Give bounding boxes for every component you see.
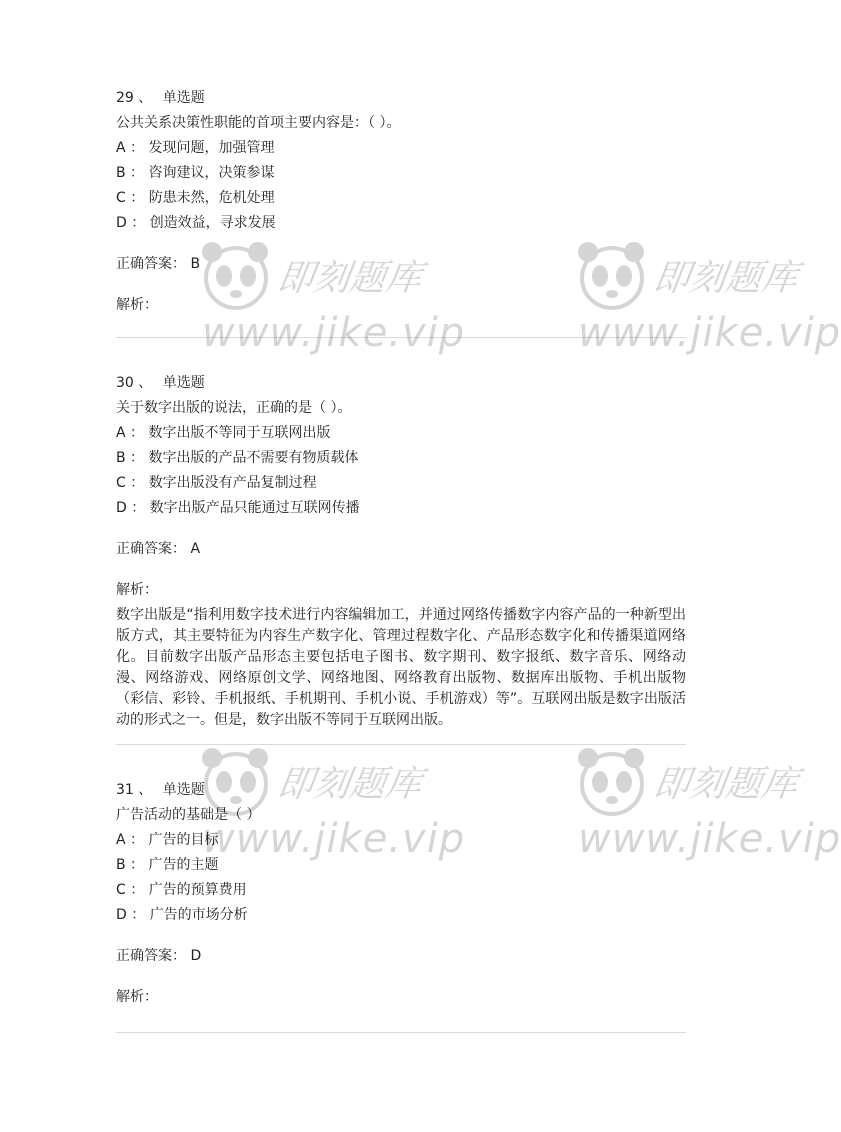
analysis-label: 解析： [116,582,158,598]
question-divider [116,337,686,338]
answer-label: 正确答案： [116,948,186,964]
question-header [116,371,686,396]
answer-label: 正确答案： [116,256,186,272]
option-text: 防患未然，危机处理 [148,190,275,206]
option-c: C ： 防患未然，危机处理 [116,190,275,206]
question-divider [116,1032,686,1033]
option-a: A ： 数字出版不等同于互联网出版 [116,425,331,441]
question-separator: 、 [138,375,153,391]
correct-answer [116,537,686,562]
option-letter: D [116,500,127,516]
option-letter: B [116,165,126,181]
analysis-label: 解析： [116,989,158,1005]
option-letter: A [116,425,126,441]
option-letter: A [116,140,126,156]
option-text: 广告的预算费用 [148,882,247,898]
option-b: B ： 广告的主题 [116,857,219,873]
option-letter: D [116,215,127,231]
question-type: 单选题 [162,782,205,798]
option-letter: B [116,450,126,466]
answer-value: A [190,541,201,557]
question-stem: 公共关系决策性职能的首项主要内容是：（ ）。 [116,115,401,131]
option-c: C ： 数字出版没有产品复制过程 [116,475,317,491]
question-type: 单选题 [162,375,205,391]
question-type: 单选题 [162,90,205,106]
option-b: B ： 咨询建议，决策参谋 [116,165,275,181]
answer-value: B [190,256,201,272]
watermark-brand: 即刻题库 [650,258,801,299]
option-a: A ： 发现问题，加强管理 [116,140,275,156]
question-header [116,778,686,803]
option-text: 数字出版产品只能通过互联网传播 [149,500,360,516]
option-b: B ： 数字出版的产品不需要有物质载体 [116,450,359,466]
option-d: D ： 创造效益，寻求发展 [116,215,276,231]
option-letter: C [116,475,126,491]
watermark-url: www.jike.vip [202,816,466,862]
option-letter: B [116,857,126,873]
option-d: D ： 广告的市场分析 [116,907,248,923]
question-stem: 关于数字出版的说法，正确的是（ ）。 [116,400,352,416]
option-text: 数字出版不等同于互联网出版 [148,425,331,441]
question-stem: 广告活动的基础是（ ） [116,807,261,823]
analysis-text: 数字出版是“指利用数字技术进行内容编辑加工，并通过网络传播数字内容产品的一种新型出版方式，其主要特征为内容生产数字化、管理过程数字化、产品形态数字化和传播渠道网络化。目前数字出版产品形态主要包括电子图书、数字期刊、数字报纸、数字音乐、网络动漫、网络游戏、网络原创文学、网络地图、网络教育出版物、数据库出版物、手机出版物（彩信、彩铃、手机报纸、手机期刊、手机小说、手机游戏）等”。互联网出版是数字出版活动的形式之一。但是，数字出版不等同于互联网出版。 [116,607,686,728]
option-text: 发现问题，加强管理 [148,140,275,156]
correct-answer [116,252,686,277]
option-text: 数字出版没有产品复制过程 [148,475,317,491]
answer-label: 正确答案： [116,541,186,557]
option-text: 广告的主题 [148,857,219,873]
question-separator: 、 [138,782,153,798]
option-d: D ： 数字出版产品只能通过互联网传播 [116,500,360,516]
option-text: 咨询建议，决策参谋 [148,165,275,181]
option-text: 创造效益，寻求发展 [149,215,276,231]
option-a: A ： 广告的目标 [116,832,219,848]
option-text: 广告的市场分析 [149,907,248,923]
option-text: 广告的目标 [148,832,219,848]
option-letter: D [116,907,127,923]
question-divider [116,744,686,745]
correct-answer [116,944,686,969]
question-30 [116,371,686,731]
question-number: 30 [116,375,134,391]
option-letter: C [116,190,126,206]
question-number: 31 [116,782,134,798]
question-31 [116,778,686,1010]
question-header [116,86,686,111]
question-number: 29 [116,90,134,106]
question-separator: 、 [138,90,153,106]
question-29 [116,86,686,318]
option-letter: A [116,832,126,848]
option-letter: C [116,882,126,898]
analysis-label: 解析： [116,297,158,313]
watermark-brand: 即刻题库 [274,764,425,805]
answer-value: D [190,948,202,964]
watermark-url: www.jike.vip [578,816,841,862]
watermark-brand: 即刻题库 [274,258,425,299]
watermark-brand: 即刻题库 [650,764,801,805]
option-text: 数字出版的产品不需要有物质载体 [148,450,359,466]
watermark-url: www.jike.vip [578,310,841,356]
option-c: C ： 广告的预算费用 [116,882,247,898]
watermark-url: www.jike.vip [202,310,466,356]
